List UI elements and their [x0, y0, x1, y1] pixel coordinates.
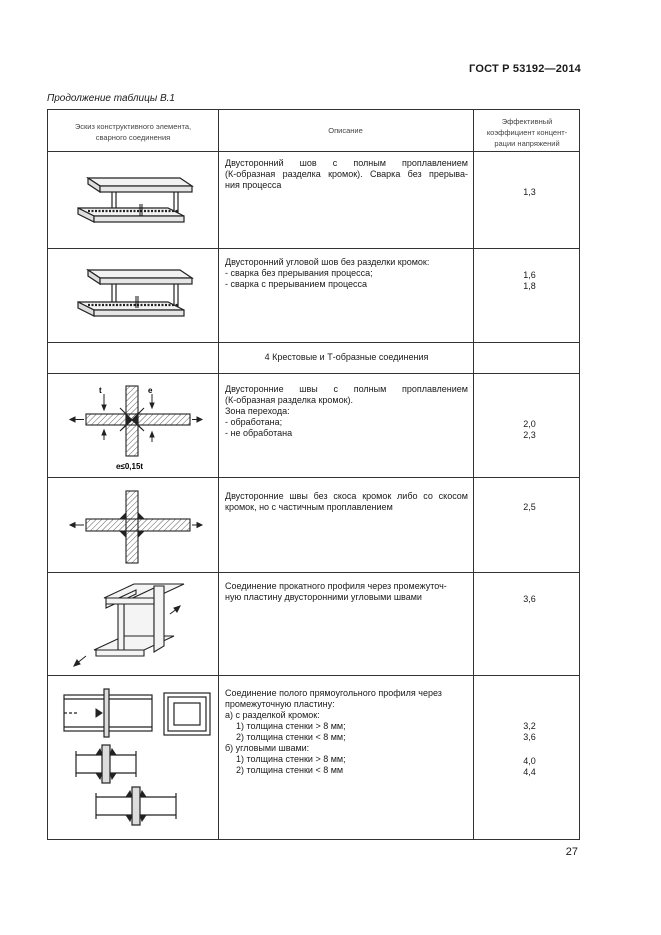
- row-7-coefficient-a: [478, 721, 581, 743]
- row-7-description: [225, 688, 468, 776]
- row-5-coefficient: [478, 502, 581, 513]
- desc-line: Двусторонний угловой шов без разделки кромок:: [225, 257, 430, 267]
- header-sketch: [48, 121, 218, 143]
- row-4-description: [225, 384, 468, 439]
- desc-line: промежуточную пластину:: [225, 699, 335, 709]
- desc-line: а) с разделкой кромок:: [225, 710, 320, 720]
- coef-value: 2,3: [523, 430, 536, 440]
- desc-line: 1) толщина стенки > 8 мм;: [236, 754, 346, 764]
- sketch-fillet-flange-joint: [70, 258, 200, 333]
- coef-value: 4,4: [523, 767, 536, 777]
- coef-value: 2,0: [523, 419, 536, 429]
- coef-value: 1,3: [523, 187, 536, 197]
- row-1-description: [225, 158, 468, 191]
- desc-line: ную пластину двусторонними угловыми швами: [225, 592, 422, 602]
- desc-line: - сварка с прерыванием процесса: [225, 279, 368, 289]
- header-coef-line: рации напряжений: [494, 139, 560, 148]
- row-divider: [48, 248, 579, 249]
- row-divider: [48, 572, 579, 573]
- row-divider: [48, 373, 579, 374]
- coef-value: 3,2: [523, 721, 536, 731]
- sketch-hollow-section-through-plate: [56, 685, 216, 835]
- header-sketch-line: сварного соединения: [95, 133, 171, 142]
- label-condition: e≤0,15t: [116, 462, 144, 471]
- desc-line: ния процесса: [225, 180, 282, 190]
- label-t: t: [99, 386, 102, 395]
- row-6-description: [225, 581, 468, 603]
- header-sketch-line: Эскиз конструктивного элемента,: [74, 122, 192, 131]
- desc-line: (К-образная разделка кромок).: [225, 395, 354, 405]
- coef-value: 2,5: [523, 502, 536, 512]
- desc-line: 2) толщина стенки < 8 мм;: [236, 732, 346, 742]
- coef-value: 3,6: [523, 594, 536, 604]
- stress-concentration-table: [47, 109, 580, 840]
- desc-line: Двусторонние швы без скоса кромок либо со скосом: [225, 491, 468, 501]
- sketch-k-butt-flange-joint: [70, 164, 200, 239]
- section-heading: 4 Крестовые и Т-образные соединения: [264, 352, 429, 362]
- row-5-description: [225, 491, 468, 513]
- row-1-coefficient: [478, 187, 581, 198]
- coef-value: 1,8: [523, 281, 536, 291]
- desc-line: 2) толщина стенки < 8 мм: [236, 765, 344, 775]
- header-divider: [48, 151, 579, 152]
- desc-line: - обработана;: [225, 417, 283, 427]
- desc-line: кромок, но с частичным проплавлением: [225, 502, 393, 512]
- column-divider: [218, 110, 219, 839]
- standard-number: ГОСТ Р 53192—2014: [469, 63, 581, 75]
- label-e: e: [148, 386, 153, 395]
- desc-line: - не обработана: [225, 428, 293, 438]
- desc-line: - сварка без прерывания процесса;: [225, 268, 373, 278]
- row-divider: [48, 675, 579, 676]
- desc-line: Двусторонние швы с полным проплавлением: [225, 384, 468, 394]
- desc-line: (К-образная разделка кромок). Сварка без прерыва-: [225, 169, 468, 179]
- desc-line: б) угловыми швами:: [225, 743, 310, 753]
- header-coefficient: [473, 116, 581, 149]
- row-2-coefficient: [478, 270, 581, 292]
- desc-line: 1) толщина стенки > 8 мм;: [236, 721, 346, 731]
- header-coef-line: коэффициент концент-: [486, 128, 568, 137]
- row-divider: [48, 477, 579, 478]
- page-number: 27: [565, 846, 578, 858]
- desc-line: Соединение прокатного профиля через промежуточ-: [225, 581, 447, 591]
- row-4-coefficient: [478, 419, 581, 441]
- row-7-coefficient-b: [478, 756, 581, 778]
- coef-value: 1,6: [523, 270, 536, 280]
- desc-line: Соединение полого прямоугольного профиля через: [225, 688, 442, 698]
- coef-value: 4,0: [523, 756, 536, 766]
- desc-line: Зона перехода:: [225, 406, 290, 416]
- row-6-coefficient: [478, 594, 581, 605]
- header-description: Описание: [328, 126, 363, 135]
- table-continuation-caption: Продолжение таблицы В.1: [47, 93, 175, 104]
- sketch-rolled-profile-through-plate: [66, 578, 206, 670]
- row-2-description: [225, 257, 468, 290]
- coef-value: 3,6: [523, 732, 536, 742]
- sketch-cruciform-partial-penetration: [68, 485, 203, 567]
- header-coef-line: Эффективный: [501, 117, 553, 126]
- desc-line: Двусторонний шов с полным проплавлением: [225, 158, 468, 168]
- sketch-cruciform-k-butt: [68, 380, 203, 472]
- row-divider: [48, 342, 579, 343]
- column-divider: [473, 110, 474, 839]
